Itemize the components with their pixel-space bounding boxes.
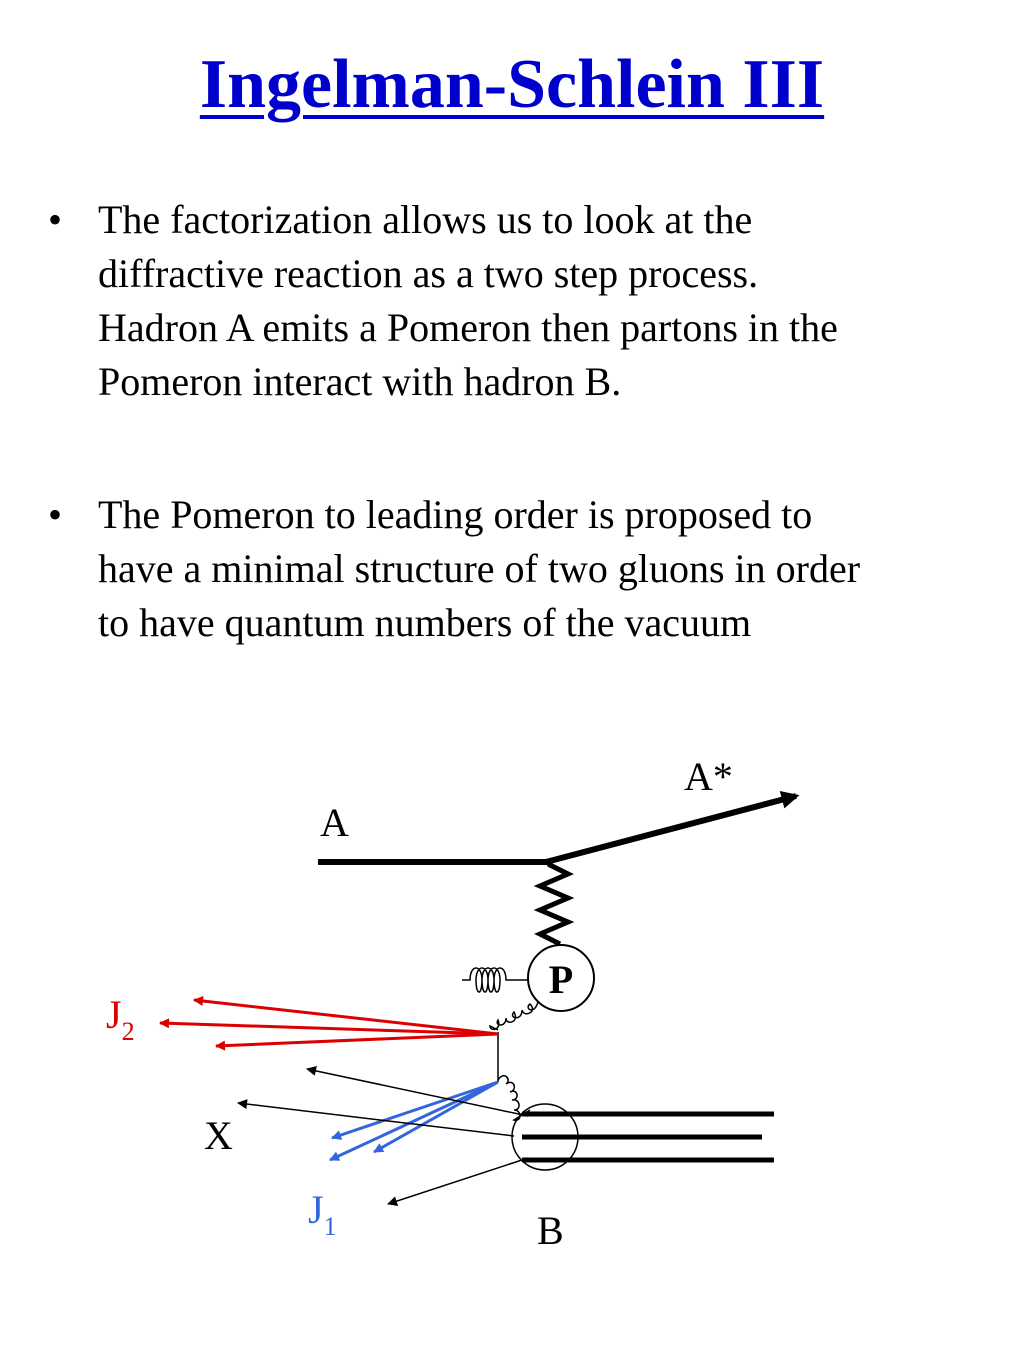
gluon-coil-upper bbox=[462, 968, 528, 992]
bullet-line: Pomeron interact with hadron B. bbox=[98, 359, 622, 404]
bullet-line: The Pomeron to leading order is proposed to bbox=[98, 492, 813, 537]
bullet-line: The factorization allows us to look at the bbox=[98, 197, 753, 242]
hadron-a-star-line bbox=[546, 796, 796, 862]
label-a: A bbox=[320, 800, 349, 845]
bullet-marker: • bbox=[48, 197, 63, 242]
bullet-line: to have quantum numbers of the vacuum bbox=[98, 600, 752, 645]
label-j1-main: J bbox=[308, 1187, 324, 1232]
label-a-star: A* bbox=[684, 754, 733, 799]
label-pomeron: P bbox=[548, 957, 574, 1002]
x-remnant-arrow bbox=[238, 1103, 514, 1136]
label-j2-main: J bbox=[106, 992, 122, 1037]
x-remnant-arrow bbox=[388, 1158, 528, 1204]
jet-j1-arrow bbox=[330, 1082, 498, 1160]
bullet-line: have a minimal structure of two gluons in order bbox=[98, 546, 861, 591]
gluon-coil-middle bbox=[490, 1002, 538, 1030]
label-b: B bbox=[537, 1208, 564, 1253]
pomeron-zigzag bbox=[540, 864, 568, 944]
bullet-marker: • bbox=[48, 492, 63, 537]
label-j2 bbox=[106, 992, 135, 1046]
label-j1 bbox=[308, 1187, 337, 1241]
bullet-line: Hadron A emits a Pomeron then partons in the bbox=[98, 305, 838, 350]
slide-title: Ingelman-Schlein III bbox=[199, 46, 825, 123]
label-j1-sub: 1 bbox=[323, 1212, 337, 1241]
label-x: X bbox=[204, 1113, 233, 1158]
label-j2-sub: 2 bbox=[121, 1017, 135, 1046]
bullet-line: diffractive reaction as a two step process. bbox=[98, 251, 759, 296]
jet-j2-arrow bbox=[216, 1034, 498, 1046]
